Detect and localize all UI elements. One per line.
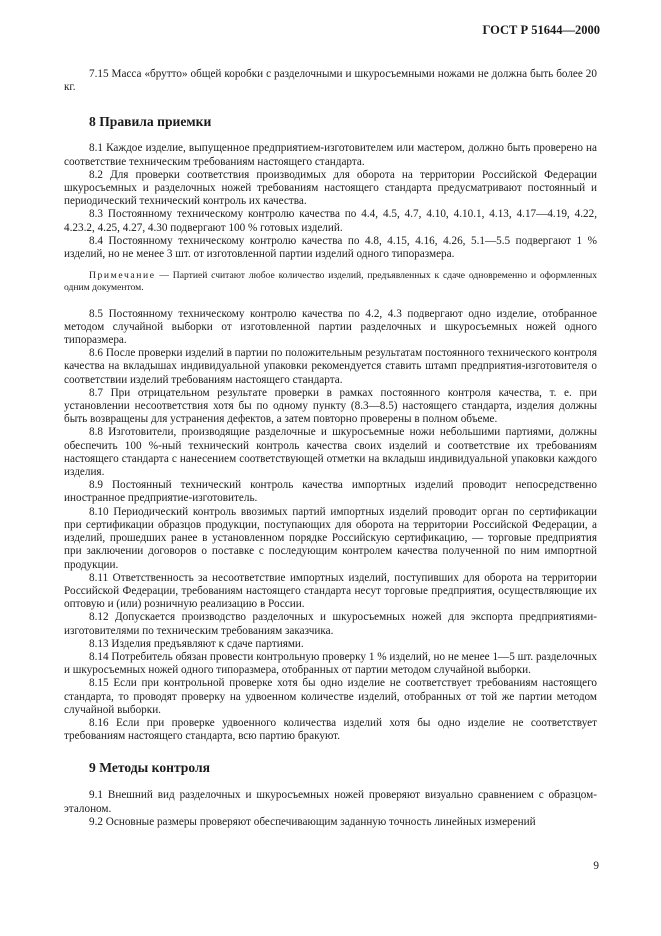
section-8-title: 8 Правила приемки [89,114,212,130]
page-body [64,68,597,829]
paragraph-8-12: 8.12 Допускается производство разделочных и шкуросъемных ножей для экспорта предприятиями-изготовителями по техническим требованиям заказчика. [64,611,597,637]
paragraph-8-3: 8.3 Постоянному техническому контролю качества по 4.4, 4.5, 4.7, 4.10, 4.10.1, 4.13, 4.17—4.19, 4.22, 4.23.2, 4.25, 4.27, 4.30 подвергают 100 % готовых изделий. [64,208,597,234]
paragraph-8-16: 8.16 Если при проверке удвоенного количества изделий хотя бы одно изделие не соответствует требованиям настоящего стандарта, всю партию бракуют. [64,716,597,743]
paragraph-8-9: 8.9 Постоянный технический контроль качества импортных изделий проводит непосредственно иностранное предприятие-изготовитель. [64,479,597,505]
paragraph-8-2: 8.2 Для проверки соответствия производимых для оборота на территории Российской Федерации шкуросъемных и разделочных ножей требованиям настоящего стандарта предусматривают постоянный и периодический технический контроль их качества. [64,168,597,208]
paragraph-8-15: 8.15 Если при контрольной проверке хотя бы одно изделие не соответствует требованиям настоящего стандарта, то проводят проверку на удвоенном количестве изделий, отобранных от той же партии методом случайной выборки. [64,677,597,716]
paragraph-8-4: 8.4 Постоянному техническому контролю качества по 4.8, 4.15, 4.16, 4.26, 5.1—5.5 подвергают 1 % изделий, но не менее 3 шт. от изготовленной партии изделий одного типоразмера. [64,234,597,261]
paragraph-8-11: 8.11 Ответственность за несоответствие импортных изделий, поступивших для оборота на территории Российской Федерации, требованиям настоящего стандарта несут торговые предприятия, осуществляющие их оптовую и (или) розничную реализацию в России. [64,571,597,611]
paragraph-8-8: 8.8 Изготовители, производящие разделочные и шкуросъемные ножи небольшими партиями, должны обеспечить 100 %-ный технический контроль качества своих изделий и соответствие их требованиям настоящего стандарта с нанесением соответствующей отметки на вкладыш индивидуальной упаковки каждого изделия. [64,426,597,479]
paragraph-8-13: 8.13 Изделия предъявляют к сдаче партиями. [89,637,304,650]
document-header: ГОСТ Р 51644—2000 [482,23,600,37]
paragraph-8-6: 8.6 После проверки изделий в партии по положительным результатам постоянного технического контроля качества на вкладышах индивидуальной упаковки рекомендуется ставить штамп предприятия-изготовителя о соответствии изделий требованиям настоящего стандарта. [64,347,597,386]
paragraph-9-1: 9.1 Внешний вид разделочных и шкуросъемных ножей проверяют визуально сравнением с образцом-эталоном. [64,789,597,815]
section-9-title: 9 Методы контроля [89,760,210,776]
paragraph-9-2: 9.2 Основные размеры проверяют обеспечивающим заданную точность линейных измерений [89,815,536,828]
note-label: Примечание [89,270,156,282]
paragraph-8-7: 8.7 При отрицательном результате проверки в рамках постоянного контроля качества, т. е. при установлении несоответствия хотя бы по одному пункту (8.3—8.5) настоящего стандарта, изделия должны быть возвращены для устранения дефектов, а затем повторно проверены в полном объеме. [64,386,597,426]
paragraph-8-14: 8.14 Потребитель обязан провести контрольную проверку 1 % изделий, но не менее 1—5 шт. разделочных и шкуросъемных ножей одного типоразмера, отобранных от партии методом случайной выборки. [64,650,597,677]
paragraph-8-5: 8.5 Постоянному техническому контролю качества по 4.2, 4.3 подвергают одно изделие, отобранное методом случайной выборки от изготовленной партии разделочных и шкуросъемных ножей одного типоразмера. [64,307,597,347]
note-text: — Партией считают любое количество изделий, предъявленных к сдаче одновременно и оформленных одним документом. [64,270,597,294]
note [64,270,597,294]
page-number: 9 [593,860,599,872]
paragraph-8-1: 8.1 Каждое изделие, выпущенное предприятием-изготовителем или мастером, должно быть проверено на соответствие техническим требованиям настоящего стандарта. [64,142,597,168]
paragraph-7-15: 7.15 Масса «брутто» общей коробки с разделочными и шкуросъемными ножами не должна быть более 20 кг. [64,68,597,94]
paragraph-8-10: 8.10 Периодический контроль ввозимых партий импортных изделий проводит орган по сертификации при сертификации образцов продукции, поступающих для оборота на территории Российской Федерации, а изделий, прошедших ранее в установленном порядке Российскую сертификацию, — торговые предприятия при заключении договоров о поставке с последующим контролем качества полученной по ним импортной продукции. [64,505,597,571]
